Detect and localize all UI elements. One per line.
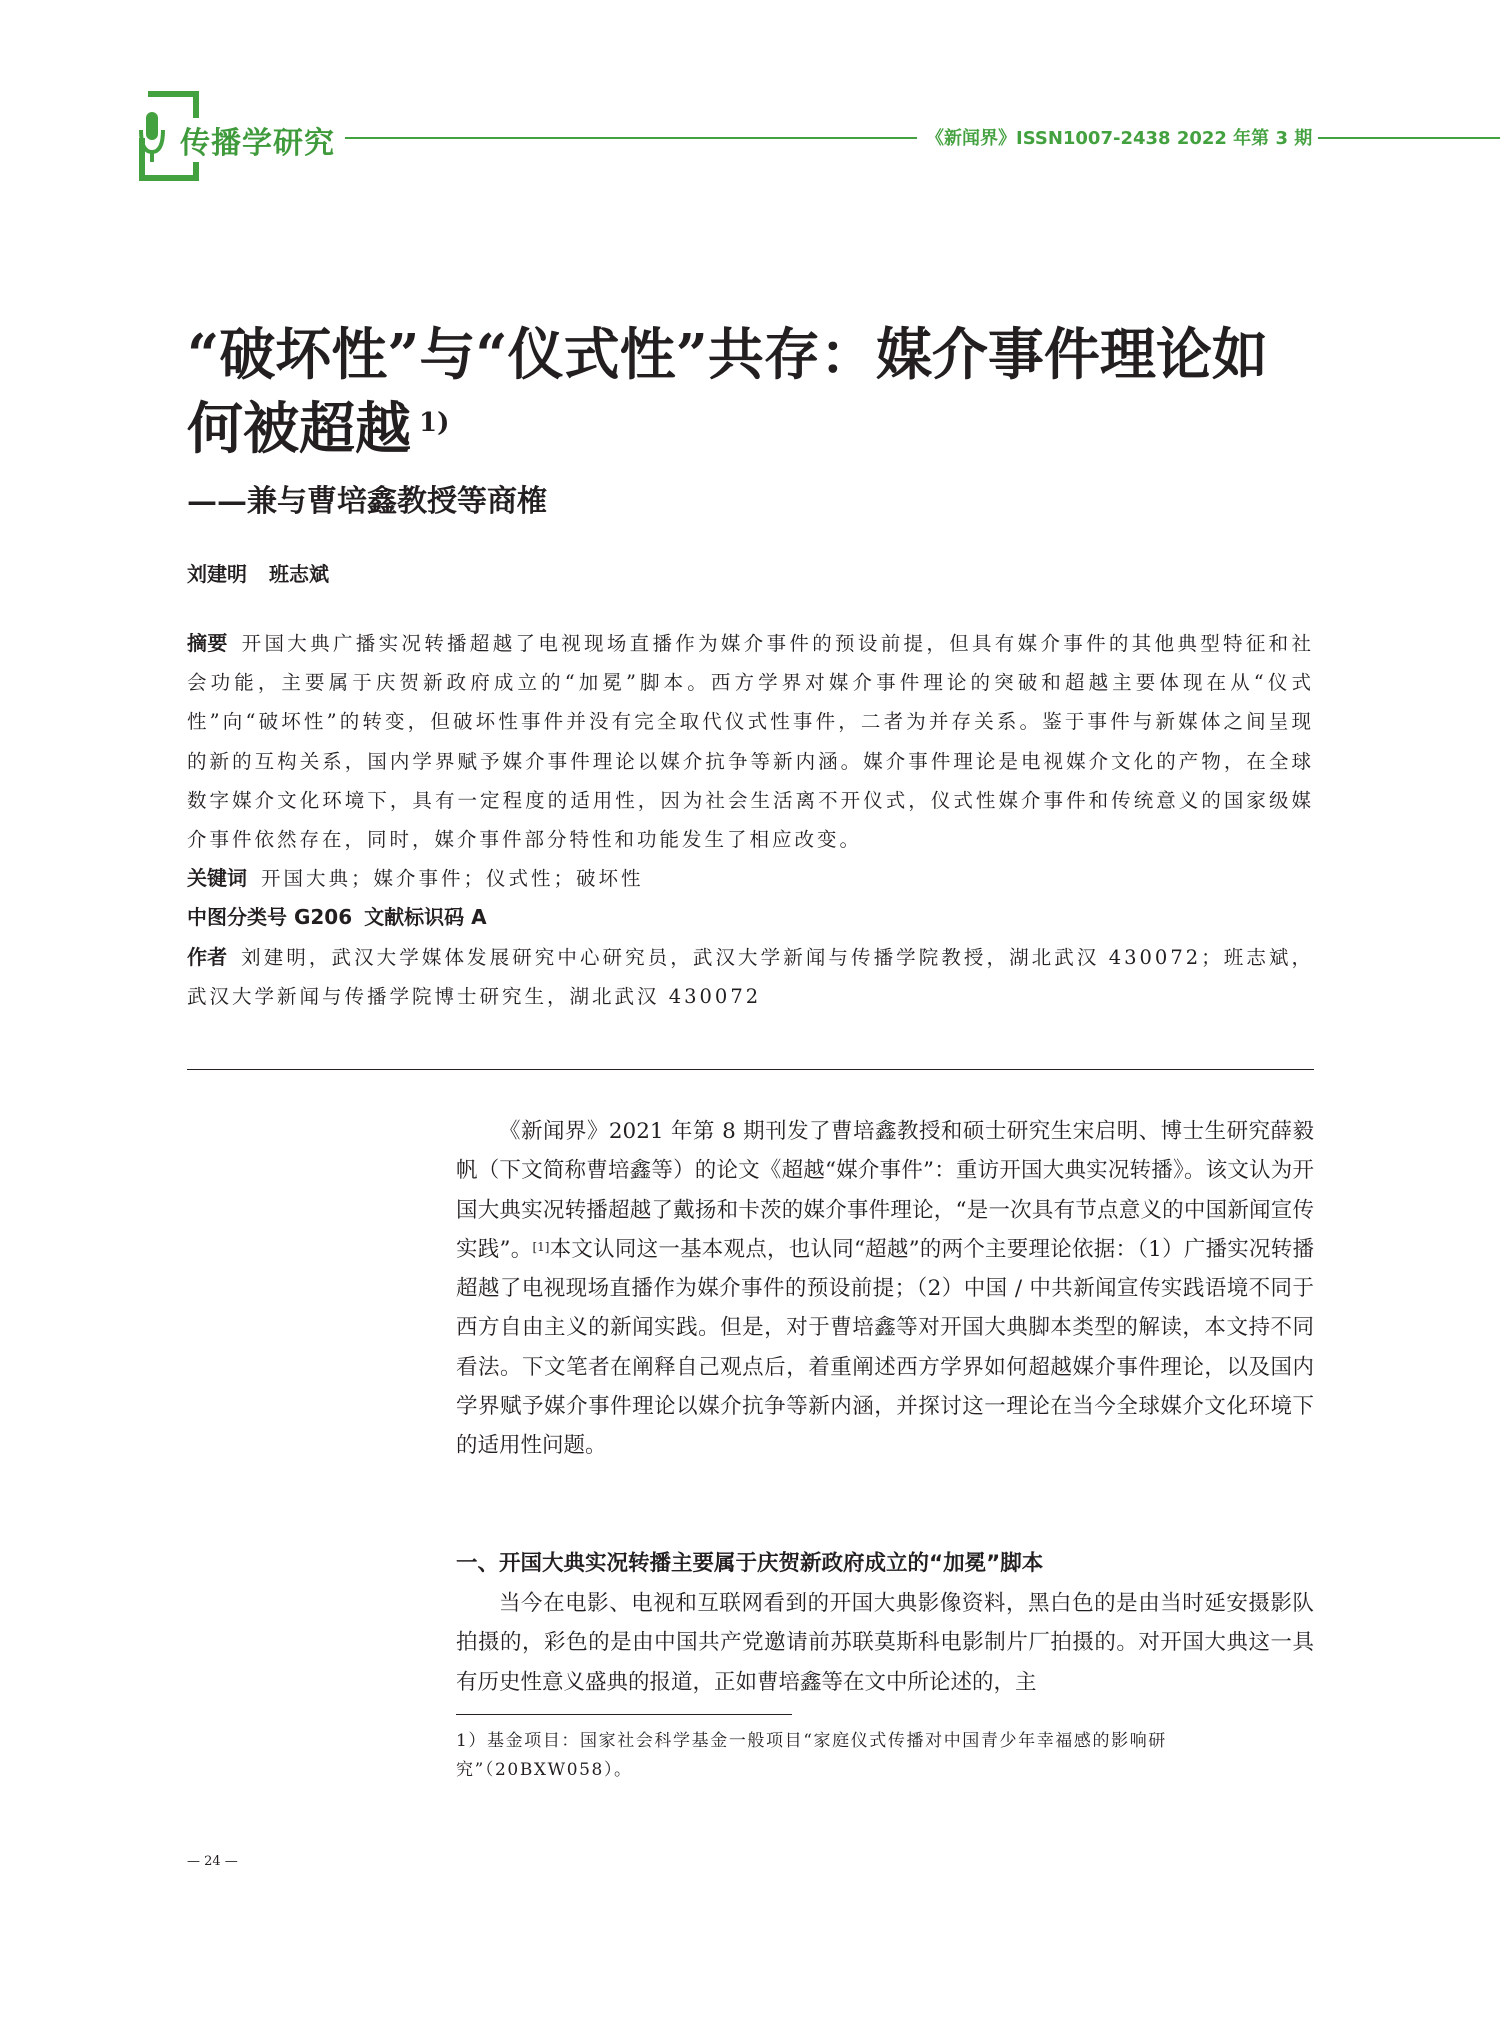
footnote: 1）基金项目：国家社会科学基金一般项目“家庭仪式传播对中国青少年幸福感的影响研究”（20BXW058）。	[456, 1731, 1167, 1780]
body-text: 本文认同这一基本观点，也认同“超越”的两个主要理论依据：（1）广播实况转播超越了电视现场直播作为媒介事件的预设前提；（2）中国 / 中共新闻宣传实践语境不同于西方自由主义的新闻实践。但是，对于曹培鑫等对开国大典脚本类型的解读，本文持不同看法。下文笔者在阐释自己观点后，着重阐述西方学界如何超越媒介事件理论，以及国内学界赋予媒介事件理论以媒介抗争等新内涵，并探讨这一理论在当今全球媒介文化环境下的适用性问题。	[456, 1236, 1314, 1459]
title-footnote-marker: 1)	[419, 408, 450, 438]
abstract	[187, 624, 1314, 859]
author-list	[187, 558, 329, 587]
abstract-divider	[187, 1069, 1314, 1070]
article-title	[187, 318, 1317, 466]
header-rule-left	[345, 137, 917, 139]
clc-code: 中图分类号 G206	[187, 905, 353, 930]
author-info	[187, 938, 1314, 1016]
abstract-text: 开国大典广播实况转播超越了电视现场直播作为媒介事件的预设前提，但具有媒介事件的其他典型特征和社会功能，主要属于庆贺新政府成立的“加冕”脚本。西方学界对媒介事件理论的突破和超越主要体现在从“仪式性”向“破坏性”的转变，但破坏性事件并没有完全取代仪式性事件，二者为并存关系。鉴于事件与新媒体之间呈现的新的互构关系，国内学界赋予媒介事件理论以媒介抗争等新内涵。媒介事件理论是电视媒介文化的产物，在全球数字媒介文化环境下，具有一定程度的适用性，因为社会生活离不开仪式，仪式性媒介事件和传统意义的国家级媒介事件依然存在，同时，媒介事件部分特性和功能发生了相应改变。	[187, 632, 1314, 852]
author-info-label: 作者	[187, 944, 228, 969]
body-column	[456, 1112, 1314, 1466]
body-paragraph	[456, 1112, 1314, 1466]
keywords-text: 开国大典；媒介事件；仪式性；破坏性	[261, 867, 644, 891]
body-paragraph: 当今在电影、电视和互联网看到的开国大典影像资料，黑白色的是由当时延安摄影队拍摄的，彩色的是由中国共产党邀请前苏联莫斯科电影制片厂拍摄的。对开国大典这一具有历史性意义盛典的报道，正如曹培鑫等在文中所论述的，主	[456, 1591, 1314, 1695]
author-name: 刘建明	[187, 562, 247, 586]
header-rule-right	[1318, 137, 1500, 139]
keywords	[187, 859, 1314, 898]
abstract-label: 摘要	[187, 631, 228, 655]
body-column	[456, 1584, 1314, 1702]
document-code: 文献标识码 A	[364, 905, 487, 930]
author-info-text: 刘建明，武汉大学媒体发展研究中心研究员，武汉大学新闻与传播学院教授，湖北武汉 430072；班志斌，武汉大学新闻与传播学院博士研究生，湖北武汉 430072	[187, 945, 1314, 1008]
article-subtitle: ——兼与曹培鑫教授等商榷	[187, 484, 547, 519]
footnote-divider	[456, 1714, 792, 1715]
article-title-text: “破坏性”与“仪式性”共存：媒介事件理论如何被超越	[187, 322, 1268, 462]
section-heading: 一、开国大典实况转播主要属于庆贺新政府成立的“加冕”脚本	[456, 1551, 1044, 1576]
citation-marker: [1]	[532, 1239, 550, 1254]
journal-info: 《新闻界》ISSN1007-2438 2022 年第 3 期	[926, 128, 1313, 149]
abstract-block	[187, 624, 1314, 1016]
body-text: 《新闻界》2021 年第 8 期刊发了曹培鑫教授和硕士研究生宋启明、博士生研究薛毅帆（下文简称曹培鑫等）的论文《超越“媒介事件”：重访开国大典实况转播》。该文认为开国大典实况转播超越了戴扬和卡茨的媒介事件理论，“是一次具有节点意义的中国新闻宣传实践”。	[456, 1119, 1314, 1262]
keywords-label: 关键词	[187, 866, 247, 891]
section-label: 传播学研究	[180, 118, 341, 162]
author-name: 班志斌	[269, 562, 329, 586]
classification	[187, 898, 1314, 937]
page-number: — 24 —	[187, 1854, 238, 1869]
